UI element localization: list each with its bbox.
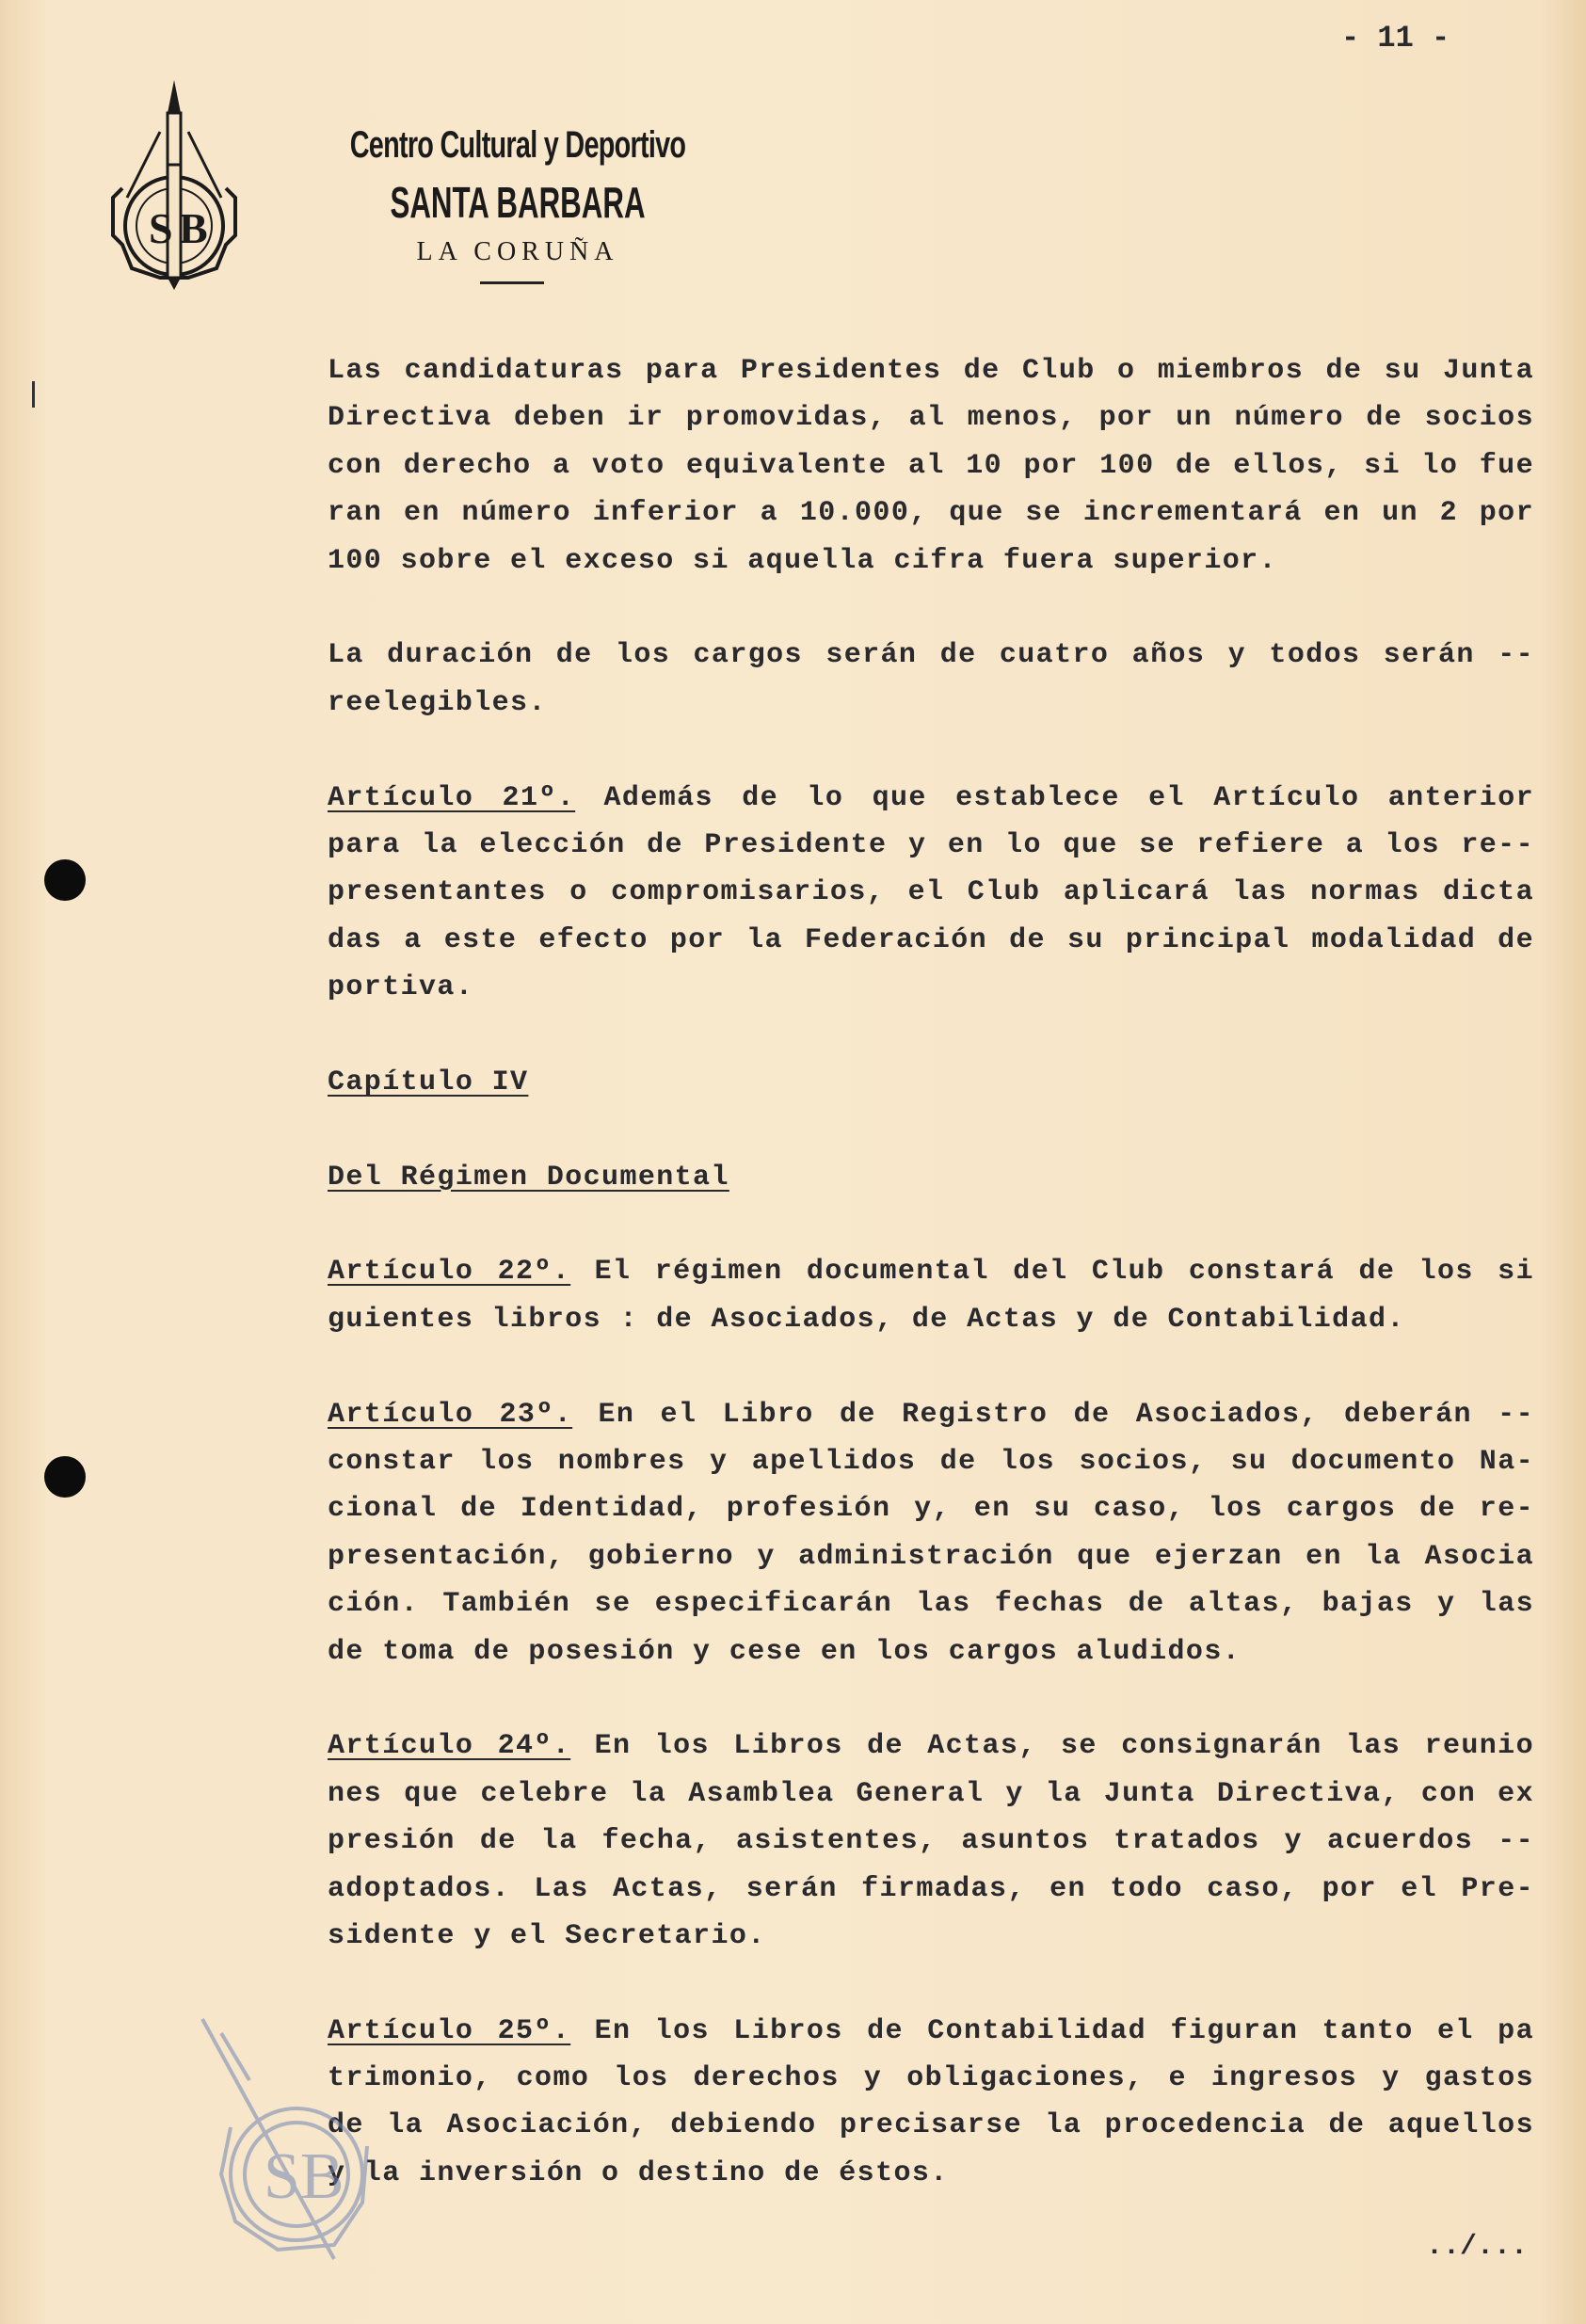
svg-text:SB: SB (264, 2140, 344, 2213)
letterhead-divider (480, 281, 544, 284)
continuation-mark: ../... (1426, 2231, 1529, 2263)
club-logo-icon (104, 75, 245, 292)
text-line: presión de la fecha, asistentes, asuntos tratados y acuerdos -- (328, 1825, 1534, 1858)
text-line: presentación, gobierno y administración que ejerzan en la Asocia (328, 1540, 1534, 1573)
text-line: Las candidaturas para Presidentes de Club o miembros de su Junta (328, 355, 1534, 387)
section-heading: Artículo 21º. (328, 781, 576, 814)
text-line: Artículo 25º. En los Libros de Contabilidad figuran tanto el pa (328, 2014, 1534, 2047)
blank-line (328, 1201, 1534, 1248)
text-line: guientes libros : de Asociados, de Actas y de Contabilidad. (328, 1303, 1405, 1336)
text-line: Artículo 24º. En los Libros de Actas, se consignarán las reunio (328, 1730, 1534, 1763)
text-line: 100 sobre el exceso si aquella cifra fuera superior. (328, 544, 1277, 577)
section-heading: Artículo 24º. (328, 1730, 571, 1763)
text-line: ran en número inferior a 10.000, que se incrementará en un 2 por (328, 497, 1534, 530)
text-line: cional de Identidad, profesión y, en su caso, los cargos de re- (328, 1493, 1534, 1526)
letterhead-city: LA CORUÑA (416, 237, 619, 266)
page-number: - 11 - (1341, 21, 1450, 56)
text-line: adoptados. Las Actas, serán firmadas, en todo caso, por el Pre- (328, 1872, 1534, 1905)
text-line: de la Asociación, debiendo precisarse la procedencia de aquellos (328, 2109, 1534, 2142)
text-line: trimonio, como los derechos y obligaciones, e ingresos y gastos (328, 2062, 1534, 2095)
margin-mark (32, 381, 35, 408)
text-line: das a este efecto por la Federación de su principal modalidad de (328, 923, 1534, 956)
blank-line (328, 1011, 1534, 1058)
text-line: Artículo 23º. En el Libro de Registro de Asociados, deberán -- (328, 1398, 1534, 1431)
text-line (328, 1059, 1534, 1106)
text-line: ción. También se especificarán las fechas de altas, bajas y las (328, 1588, 1534, 1621)
document-body (328, 347, 1534, 2197)
text-line: sidente y el Secretario. (328, 1919, 766, 1952)
punch-hole (44, 859, 86, 901)
club-stamp-icon (193, 2014, 372, 2278)
text-line: La duración de los cargos serán de cuatro años y todos serán -- (328, 639, 1534, 672)
text-line (328, 1154, 1534, 1201)
section-heading: Del Régimen Documental (328, 1161, 729, 1194)
blank-line (328, 1106, 1534, 1153)
logo-monogram: S (149, 204, 173, 252)
section-heading: Capítulo IV (328, 1066, 529, 1098)
text-line: y la inversión o destino de éstos. (328, 2156, 949, 2189)
text-line: constar los nombres y apellidos de los socios, su documento Na- (328, 1445, 1534, 1478)
text-line: portiva. (328, 971, 474, 1004)
text-line: de toma de posesión y cese en los cargos aludidos. (328, 1635, 1242, 1668)
text-line: con derecho a voto equivalente al 10 por 100 de ellos, si lo fue (328, 449, 1534, 482)
text-line: reelegibles. (328, 686, 547, 719)
text-line: Directiva deben ir promovidas, al menos, por un número de socios (328, 402, 1534, 435)
blank-line (328, 1343, 1534, 1390)
punch-hole (44, 1456, 86, 1498)
blank-line (328, 1960, 1534, 2007)
section-heading: Artículo 22º. (328, 1256, 571, 1289)
text-line: nes que celebre la Asamblea General y la Junta Directiva, con ex (328, 1777, 1534, 1810)
text-line: para la elección de Presidente y en lo que se refiere a los re-- (328, 828, 1534, 861)
blank-line (328, 585, 1534, 632)
blank-line (328, 727, 1534, 774)
letterhead-name: SANTA BARBARA (390, 178, 646, 227)
letterhead-title: Centro Cultural y Deportivo (349, 124, 686, 166)
text-line: presentantes o compromisarios, el Club aplicará las normas dicta (328, 876, 1534, 909)
text-line: Artículo 22º. El régimen documental del Club constará de los si (328, 1256, 1534, 1289)
section-heading: Artículo 25º. (328, 2014, 571, 2047)
section-heading: Artículo 23º. (328, 1398, 573, 1431)
blank-line (328, 1675, 1534, 1723)
svg-text:B: B (179, 204, 208, 252)
text-line: Artículo 21º. Además de lo que establece el Artículo anterior (328, 781, 1535, 814)
